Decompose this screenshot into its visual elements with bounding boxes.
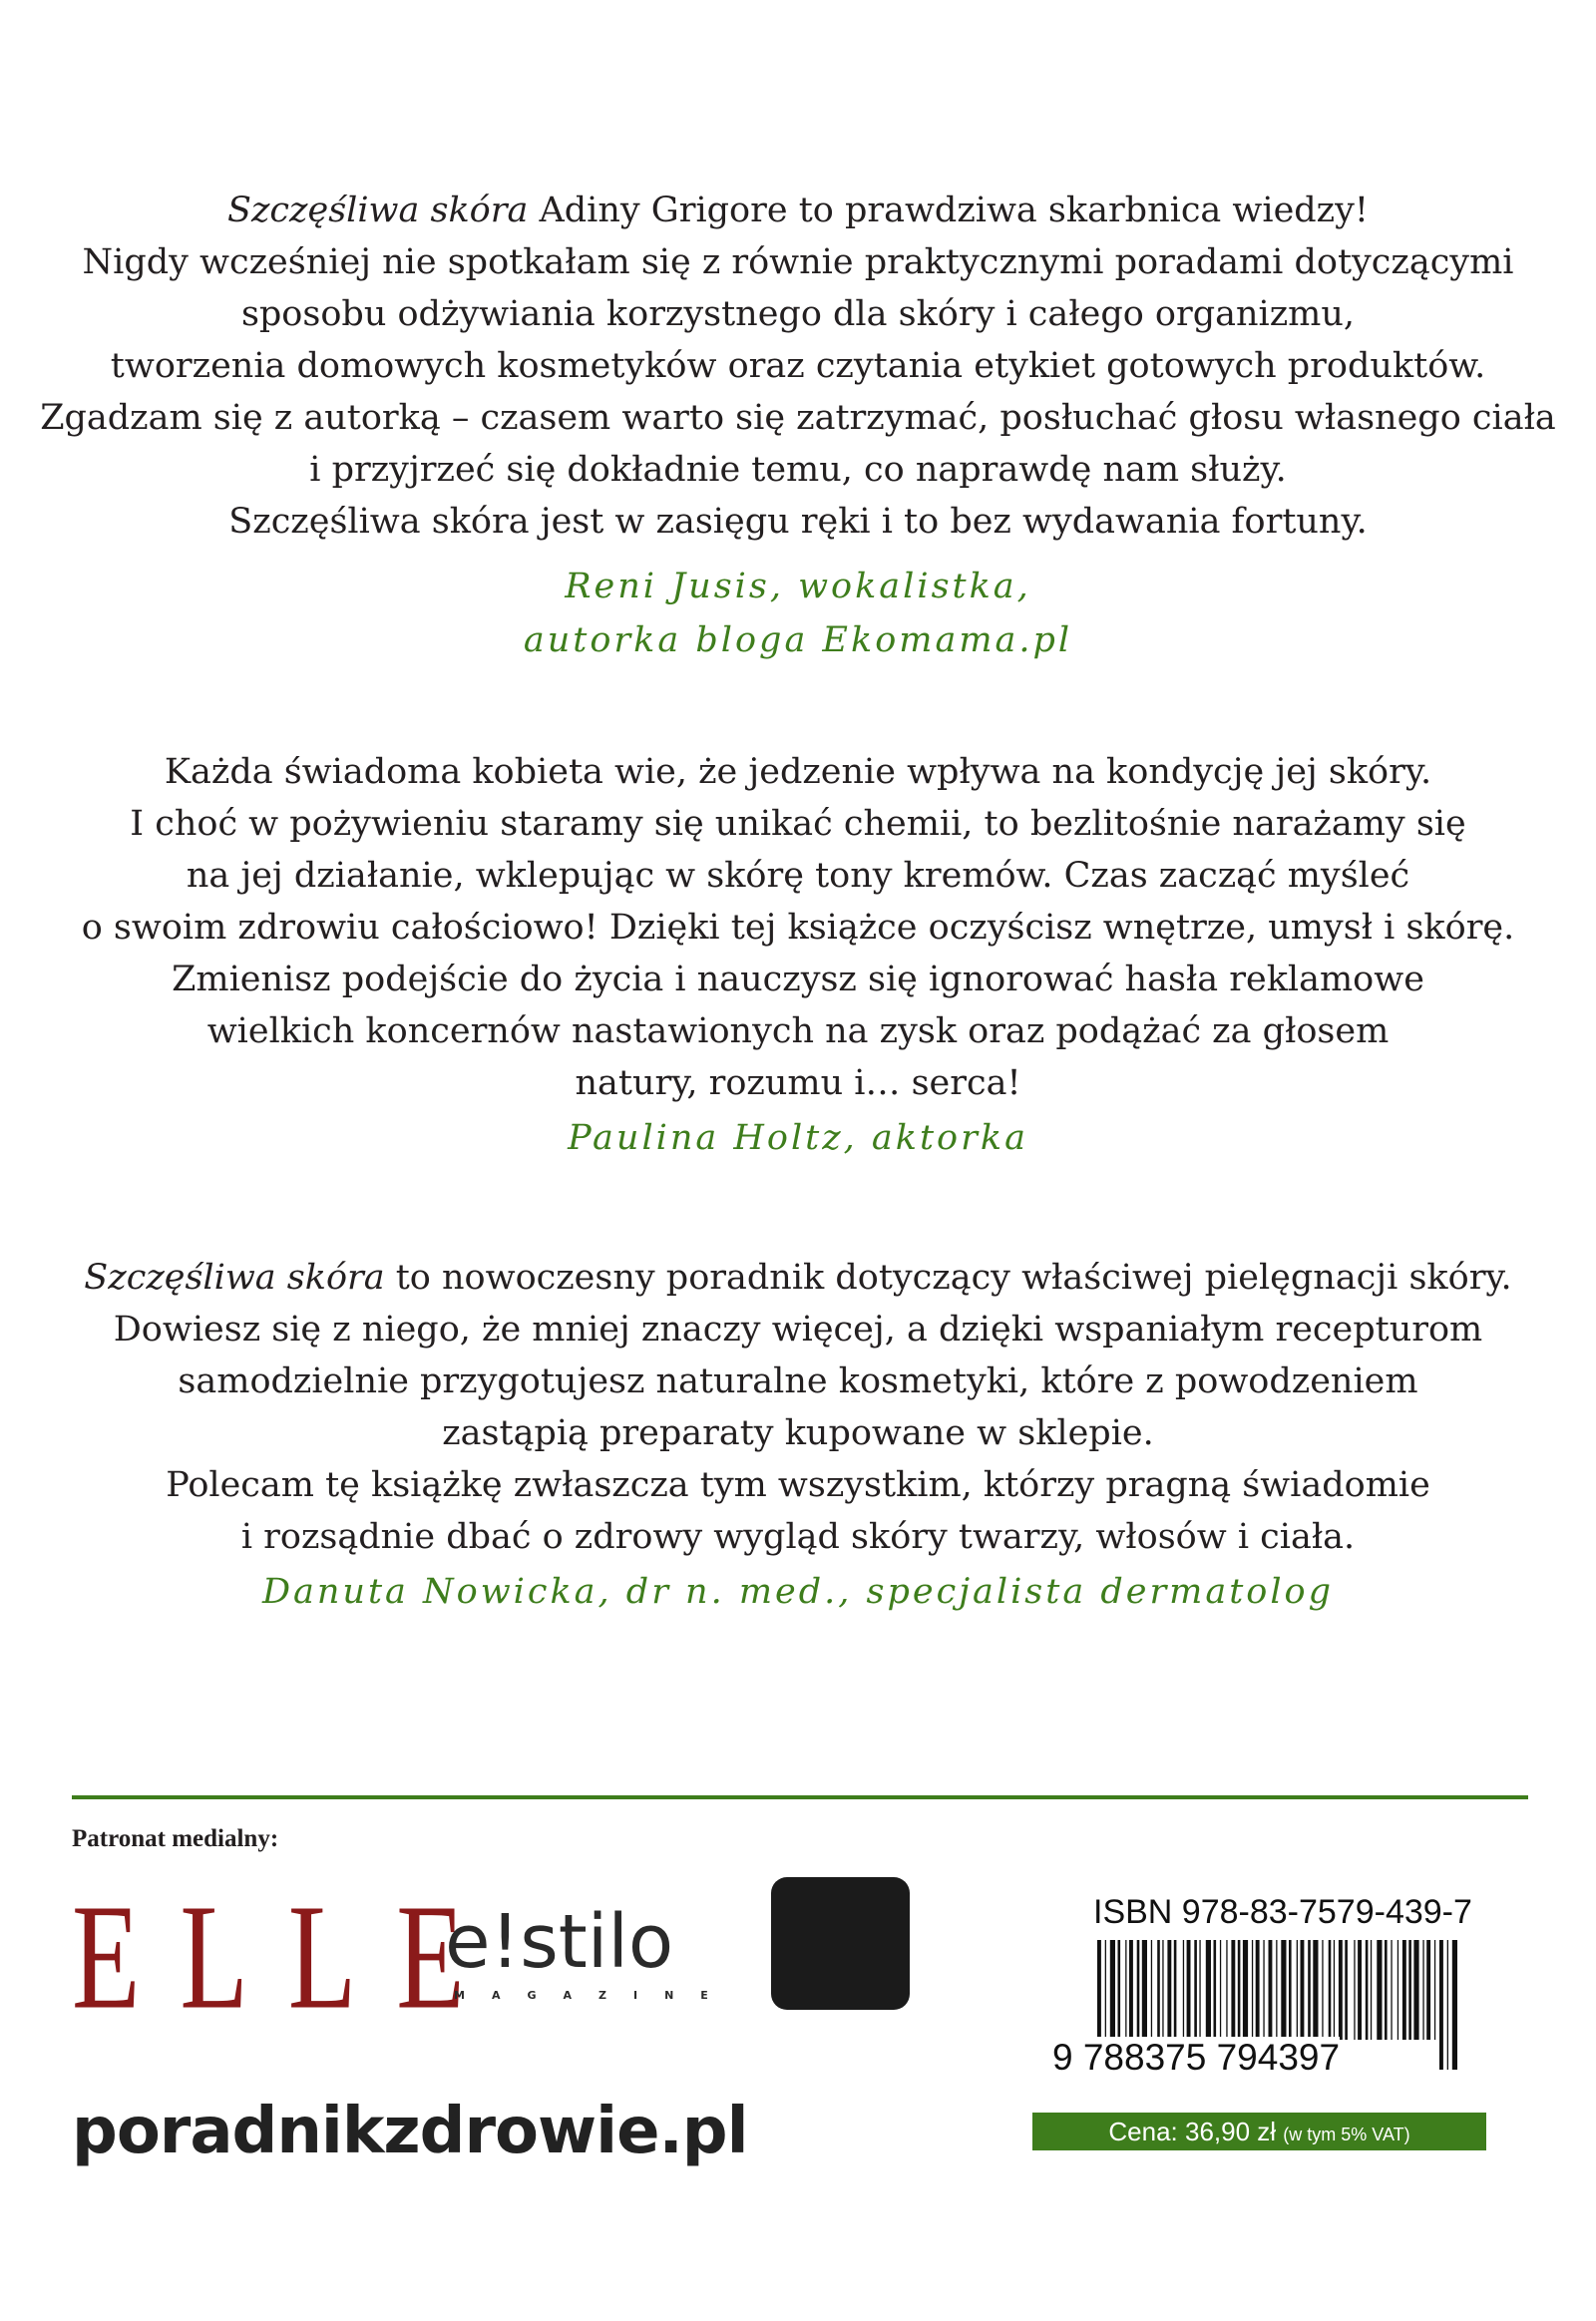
- estilo-magazine-label: MAGAZINE: [454, 1989, 735, 2002]
- quote-line: Szczęśliwa skóra jest w zasięgu ręki i to bez wydawania fortuny.: [228, 502, 1368, 542]
- estilo-logo: e!stilo: [445, 1899, 674, 1985]
- quote-line: zastąpią preparaty kupowane w sklepie.: [442, 1413, 1154, 1453]
- quote-line: [0, 185, 1596, 236]
- quote-danuta-nowicka: [0, 1252, 1596, 1619]
- price-main: Cena: 36,90 zł: [1108, 2117, 1277, 2146]
- book-title-italic: Szczęśliwa skóra: [227, 191, 529, 230]
- quote-line: sposobu odżywiania korzystnego dla skóry i całego organizmu,: [240, 294, 1356, 334]
- quote-attribution: Reni Jusis, wokalistka,: [565, 567, 1031, 606]
- quote-line: wielkich koncernów nastawionych na zysk oraz podążać za głosem: [206, 1011, 1390, 1051]
- quote-line: i rozsądnie dbać o zdrowy wygląd skóry twarzy, włosów i ciała.: [240, 1517, 1356, 1557]
- quote-paulina-holtz: [0, 746, 1596, 1165]
- quote-line: o swoim zdrowiu całościowo! Dzięki tej książce oczyścisz wnętrze, umysł i skórę.: [81, 908, 1515, 948]
- quote-line: Dowiesz się z niego, że mniej znaczy więcej, a dzięki wspaniałym recepturom: [113, 1310, 1483, 1350]
- price-vat-note: (w tym 5% VAT): [1283, 2125, 1410, 2144]
- black-square-logo: [771, 1877, 910, 2010]
- website-logo: poradnikzdrowie.pl: [72, 2095, 748, 2168]
- quote-line: samodzielnie przygotujesz naturalne kosmetyki, które z powodzeniem: [178, 1361, 1418, 1401]
- quote-attribution: Paulina Holtz, aktorka: [568, 1118, 1028, 1158]
- elle-letter: L: [287, 1873, 357, 2042]
- quote-attribution: autorka bloga Ekomama.pl: [523, 620, 1073, 660]
- quote-line: Zmienisz podejście do życia i nauczysz się ignorować hasła reklamowe: [172, 960, 1424, 999]
- elle-letter: L: [180, 1873, 248, 2042]
- barcode-digits: 9 788375 794397: [1052, 2037, 1341, 2078]
- quote-attribution: Danuta Nowicka, dr n. med., specjalista dermatolog: [261, 1572, 1335, 1612]
- elle-logo: [72, 1873, 465, 2042]
- patronat-label: Patronat medialny:: [72, 1825, 279, 1852]
- elle-letter: E: [72, 1873, 141, 2042]
- quote-line: na jej działanie, wklepując w skórę tony kremów. Czas zacząć myśleć: [186, 856, 1410, 896]
- quote-line: [0, 1252, 1596, 1304]
- quote-text: Adiny Grigore to prawdziwa skarbnica wiedzy!: [528, 191, 1369, 230]
- quote-line: Każda świadoma kobieta wie, że jedzenie wpływa na kondycję jej skóry.: [164, 752, 1432, 792]
- book-title-italic: Szczęśliwa skóra: [84, 1258, 385, 1298]
- quote-reni-jusis: [0, 185, 1596, 667]
- quote-line: Polecam tę książkę zwłaszcza tym wszystkim, którzy pragną świadomie: [166, 1465, 1430, 1505]
- quote-line: natury, rozumu i… serca!: [575, 1063, 1021, 1103]
- isbn-label: ISBN 978-83-7579-439-7: [1093, 1893, 1472, 1931]
- quote-text: to nowoczesny poradnik dotyczący właściwej pielęgnacji skóry.: [384, 1258, 1512, 1298]
- quote-line: tworzenia domowych kosmetyków oraz czytania etykiet gotowych produktów.: [110, 346, 1486, 386]
- quote-line: i przyjrzeć się dokładnie temu, co naprawdę nam służy.: [309, 450, 1287, 490]
- quote-line: Nigdy wcześniej nie spotkałam się z równie praktycznymi poradami dotyczącymi: [82, 242, 1514, 282]
- green-divider: [72, 1795, 1528, 1799]
- quote-line: I choć w pożywieniu staramy się unikać chemii, to bezlitośnie narażamy się: [130, 804, 1466, 844]
- price-badge: [1032, 2113, 1486, 2150]
- elle-letter: E: [396, 1873, 465, 2042]
- quote-line: Zgadzam się z autorką – czasem warto się zatrzymać, posłuchać głosu własnego ciała: [40, 398, 1556, 438]
